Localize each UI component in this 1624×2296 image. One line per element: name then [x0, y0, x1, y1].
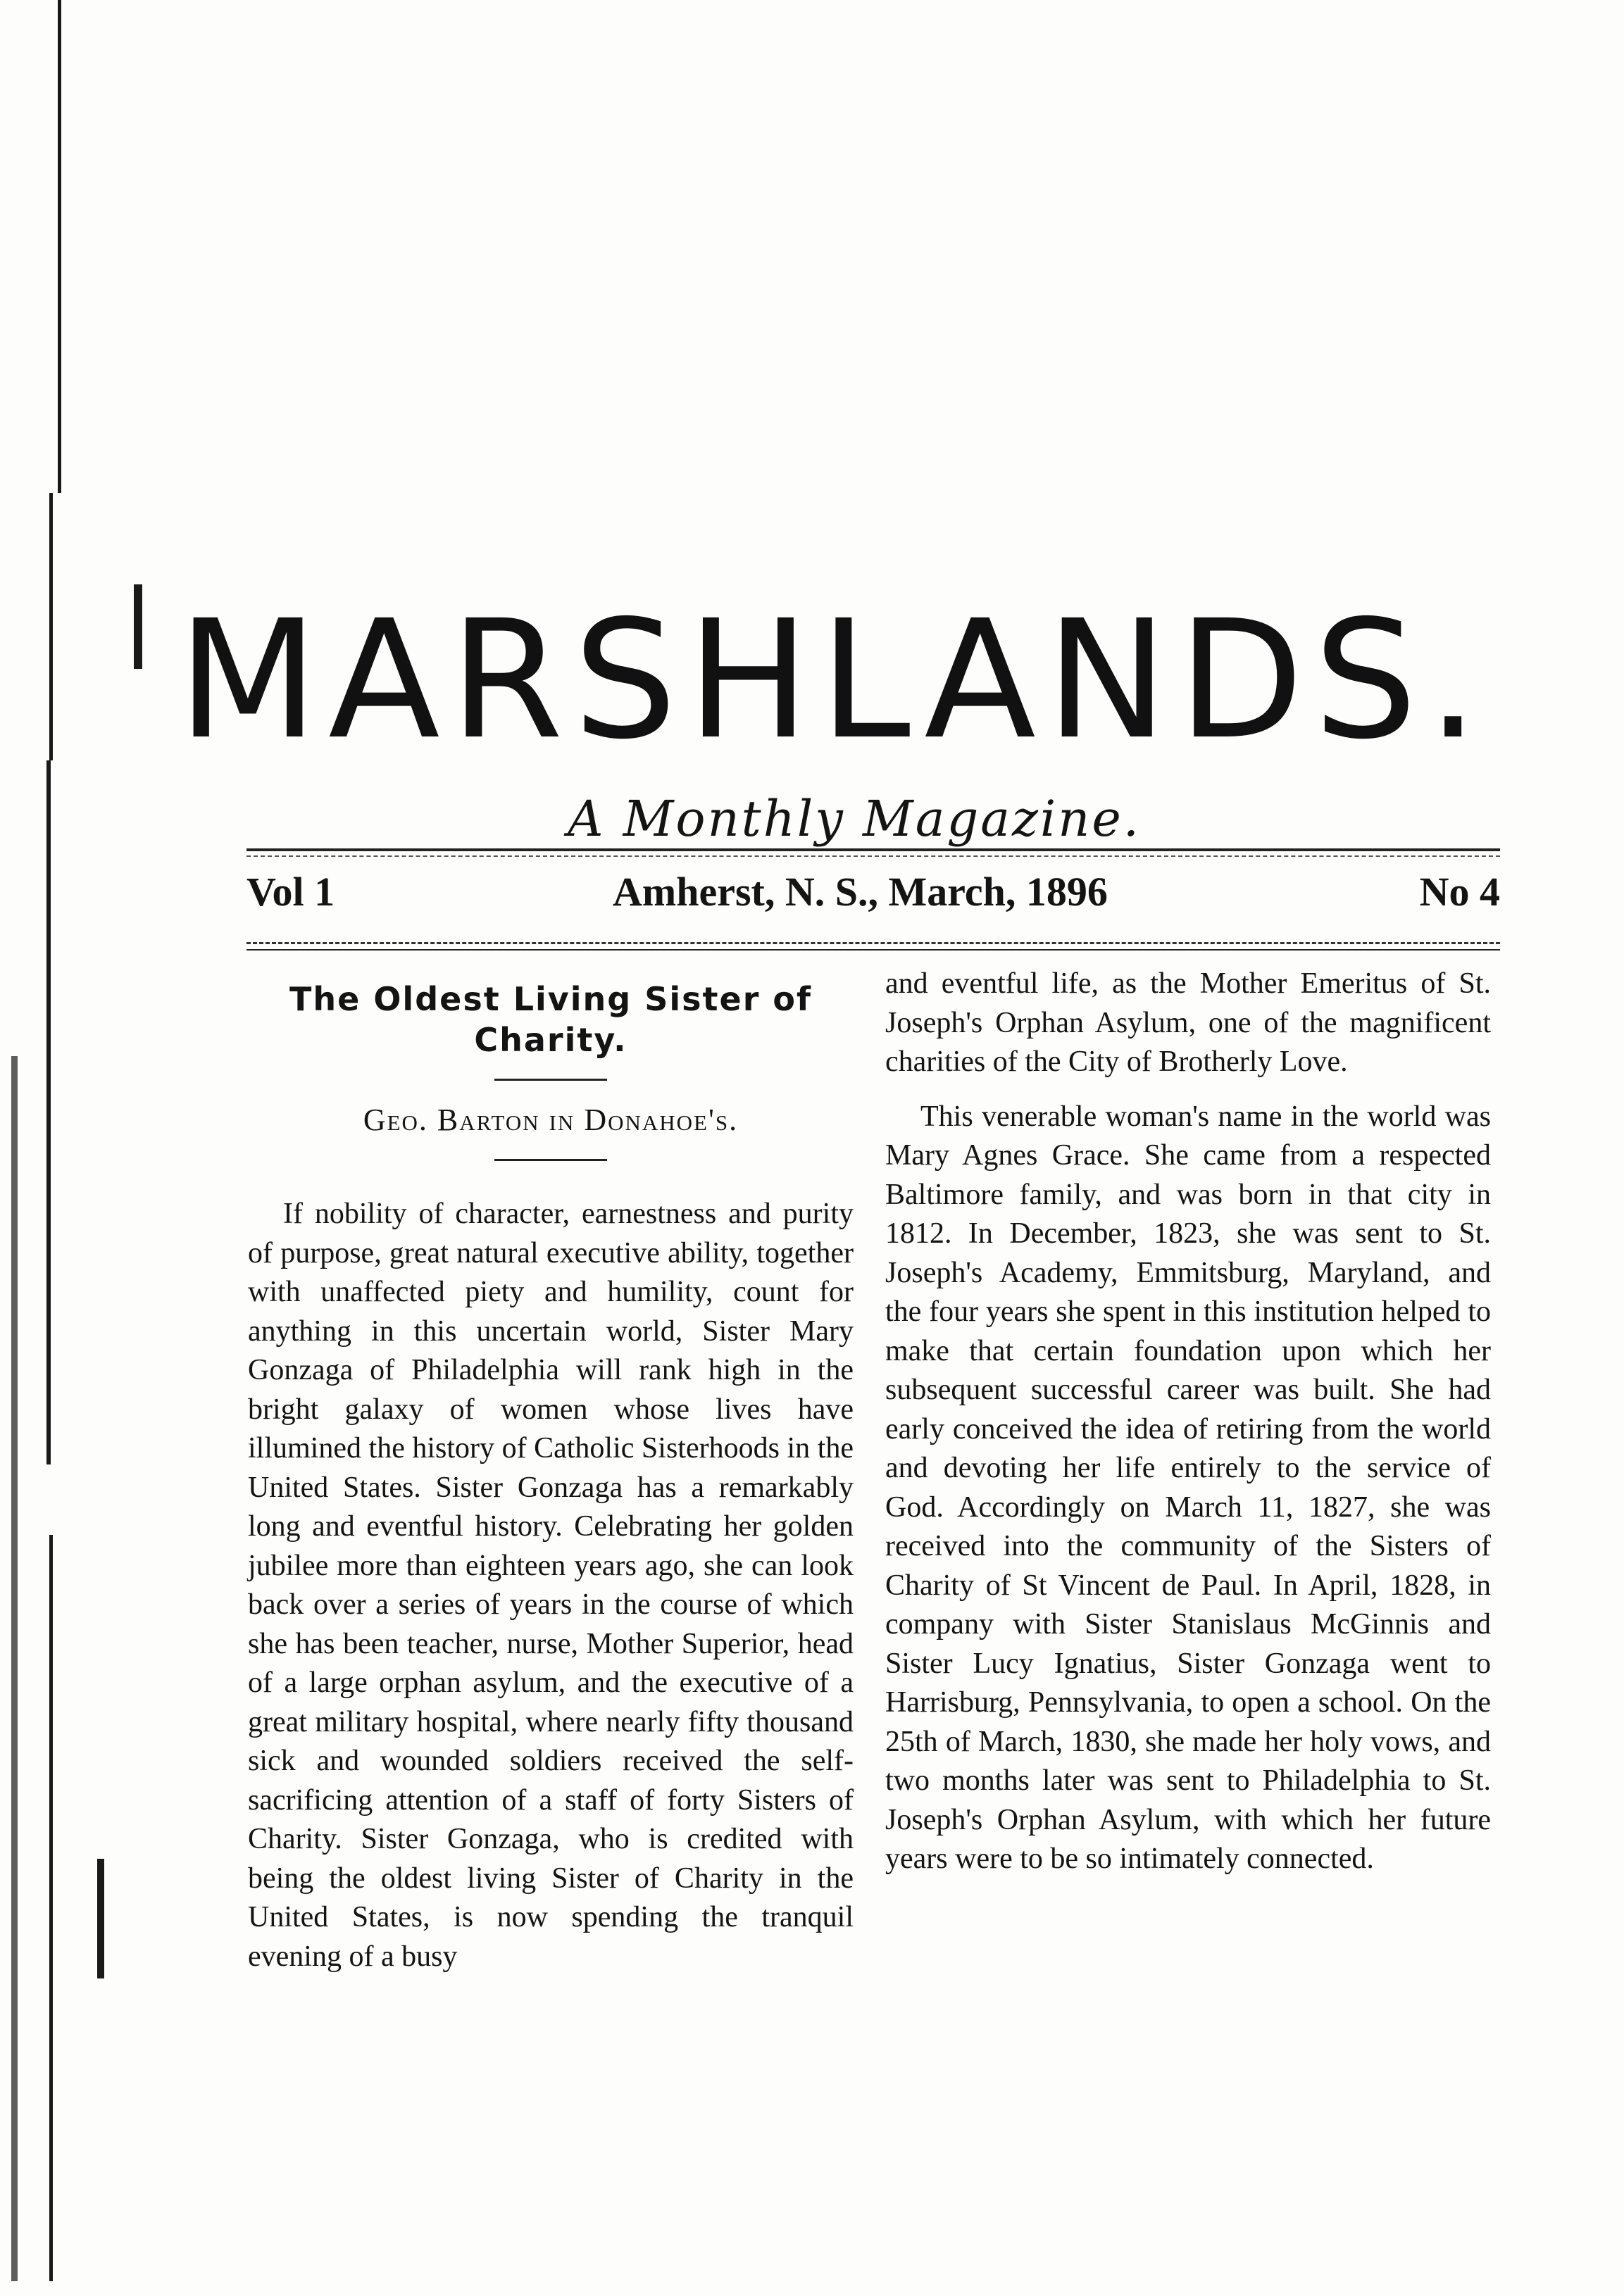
bottom-rule: [246, 949, 1500, 951]
title-divider: [494, 1079, 607, 1081]
scan-edge-mark: [11, 1056, 18, 2281]
place-date: Amherst, N. S., March, 1896: [613, 869, 1108, 915]
top-rule-dashed: [246, 855, 1500, 857]
bottom-rule-dashed: [246, 942, 1500, 944]
scan-edge-mark: [58, 0, 61, 493]
byline-divider: [494, 1159, 607, 1161]
magazine-title: MARSHLANDS.: [177, 585, 1489, 775]
issue-number: No 4: [1419, 869, 1500, 915]
right-column: [885, 965, 1491, 1879]
article-paragraph: This venerable woman's name in the world was Mary Agnes Grace. She came from a respected Baltimore family, and was born in that city in 1812. In December, 1823, she was sent to St. Joseph's Academy, Emmitsburg, Maryland, and the four years she spent in this institution helped to make that certain foundation upon which her subsequent successful career was built. She had early conceived the idea of retiring from the world and devoting her life entirely to the service of God. Accordingly on March 11, 1827, she was received into the community of the Sisters of Charity of St Vincent de Paul. In April, 1828, in company with Sister Stanislaus McGinnis and Sister Lucy Ignatius, Sister Gonzaga went to Harrisburg, Pennsylvania, to open a school. On the 25th of March, 1830, she made her holy vows, and two months later was sent to Philadelphia to St. Joseph's Orphan Asylum, with which her future years were to be so intimately connected.: [885, 1100, 1491, 1875]
magazine-subtitle: A Monthly Magazine.: [567, 790, 1142, 848]
article-paragraph: If nobility of character, earnestness and purity of purpose, great natural executive ability, together with unaffected piety and humility, count for anything in this uncertain world, Sister Mary Gonzaga of Philadelphia will rank high in the bright galaxy of women whose lives have illumined the history of Catholic Sisterhoods in the United States. Sister Gonzaga has a remarkably long and eventful history. Celebrating her golden jubilee more than eighteen years ago, she can look back over a series of years in the course of which she has been teacher, nurse, Mother Superior, head of a large orphan asylum, and the executive of a great military hospital, where nearly fifty thousand sick and wounded soldiers received the self-sacrificing attention of a staff of forty Sisters of Charity. Sister Gonzaga, who is credited with being the oldest living Sister of Charity in the United States, is now spending the tranquil evening of a busy: [248, 1198, 854, 1973]
article-byline: Geo. Barton in Donahoe's.: [363, 1103, 739, 1137]
scan-edge-mark: [49, 1535, 53, 2281]
article-title: The Oldest Living Sister of Charity.: [289, 980, 813, 1059]
masthead: [0, 585, 1624, 848]
scan-edge-mark: [97, 1859, 104, 1978]
volume-label: Vol 1: [246, 869, 335, 915]
top-rule: [246, 848, 1500, 851]
scan-edge-mark: [46, 760, 51, 1464]
issue-info: [246, 862, 1500, 926]
article-paragraph: and eventful life, as the Mother Emeritus of St. Joseph's Orphan Asylum, one of the magnificent charities of the City of Brotherly Love.: [885, 967, 1491, 1078]
article-columns: [248, 965, 1500, 2105]
left-column: [248, 965, 854, 1976]
